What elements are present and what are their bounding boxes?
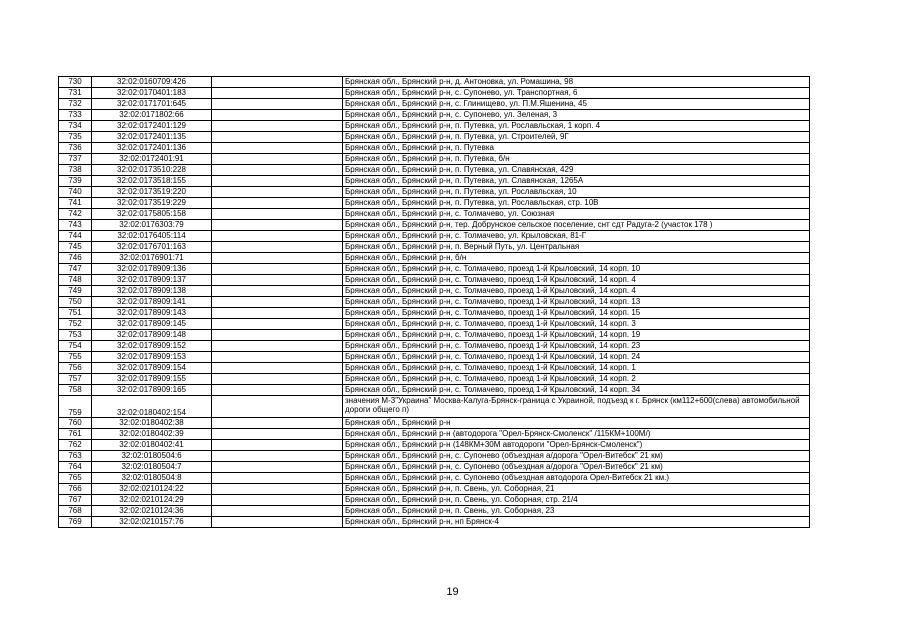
empty-cell xyxy=(212,495,343,506)
row-number-cell: 746 xyxy=(59,253,92,264)
address-cell: Брянская обл., Брянский р-н (автодорога "Орел-Брянск-Смоленск" /115КМ+100М/) xyxy=(343,429,810,440)
empty-cell xyxy=(212,429,343,440)
address-cell: Брянская обл., Брянский р-н, п. Свень, ул. Соборная, 21 xyxy=(343,484,810,495)
row-number-cell: 751 xyxy=(59,308,92,319)
address-cell: Брянская обл., Брянский р-н, п. Путевка, б/н xyxy=(343,154,810,165)
table-row xyxy=(59,143,810,154)
table-row xyxy=(59,396,810,418)
row-number-cell: 766 xyxy=(59,484,92,495)
row-number-cell: 731 xyxy=(59,88,92,99)
cadastral-number-cell: 32:02:0178909:154 xyxy=(92,363,212,374)
table-row xyxy=(59,418,810,429)
table-row xyxy=(59,209,810,220)
cadastral-number-cell: 32:02:0210124:36 xyxy=(92,506,212,517)
table-row xyxy=(59,506,810,517)
address-cell: Брянская обл., Брянский р-н, п. Путевка xyxy=(343,143,810,154)
cadastral-number-cell: 32:02:0171701:645 xyxy=(92,99,212,110)
page-number: 19 xyxy=(446,586,459,598)
cadastral-number-cell: 32:02:0180402:39 xyxy=(92,429,212,440)
address-cell: Брянская обл., Брянский р-н xyxy=(343,418,810,429)
row-number-cell: 756 xyxy=(59,363,92,374)
cadastral-number-cell: 32:02:0180402:38 xyxy=(92,418,212,429)
table-row xyxy=(59,297,810,308)
empty-cell xyxy=(212,88,343,99)
table-row xyxy=(59,484,810,495)
empty-cell xyxy=(212,143,343,154)
address-cell: Брянская обл., Брянский р-н, п. Свень, ул. Соборная, 23 xyxy=(343,506,810,517)
address-cell: Брянская обл., Брянский р-н, п. Путевка, ул. Строителей, 9Г xyxy=(343,132,810,143)
empty-cell xyxy=(212,330,343,341)
empty-cell xyxy=(212,297,343,308)
address-cell: Брянская обл., Брянский р-н, п. Путевка, ул. Славянская, 1265А xyxy=(343,176,810,187)
cadastral-number-cell: 32:02:0173510:228 xyxy=(92,165,212,176)
address-cell: Брянская обл., Брянский р-н, д. Антоновка, ул. Ромашина, 98 xyxy=(343,77,810,88)
row-number-cell: 761 xyxy=(59,429,92,440)
address-cell: Брянская обл., Брянский р-н, нп Брянск-4 xyxy=(343,517,810,528)
row-number-cell: 757 xyxy=(59,374,92,385)
empty-cell xyxy=(212,209,343,220)
row-number-cell: 754 xyxy=(59,341,92,352)
address-cell: Брянская обл., Брянский р-н, с. Толмачево, проезд 1-й Крыловский, 14 корп. 24 xyxy=(343,352,810,363)
cadastral-number-cell: 32:02:0172401:135 xyxy=(92,132,212,143)
table-row xyxy=(59,495,810,506)
empty-cell xyxy=(212,231,343,242)
address-cell: Брянская обл., Брянский р-н, с. Толмачево, проезд 1-й Крыловский, 14 корп. 4 xyxy=(343,275,810,286)
address-cell: Брянская обл., Брянский р-н, с. Глинищево, ул. П.М.Яшенина, 45 xyxy=(343,99,810,110)
empty-cell xyxy=(212,187,343,198)
address-cell: Брянская обл., Брянский р-н, с. Толмачево, проезд 1-й Крыловский, 14 корп. 3 xyxy=(343,319,810,330)
row-number-cell: 734 xyxy=(59,121,92,132)
row-number-cell: 737 xyxy=(59,154,92,165)
empty-cell xyxy=(212,110,343,121)
row-number-cell: 758 xyxy=(59,385,92,396)
row-number-cell: 767 xyxy=(59,495,92,506)
empty-cell xyxy=(212,352,343,363)
address-cell: Брянская обл., Брянский р-н, с. Толмачево, проезд 1-й Крыловский, 14 корп. 15 xyxy=(343,308,810,319)
address-cell: Брянская обл., Брянский р-н, с. Супонево (объездная а/дорога "Орел-Витебск" 21 км) xyxy=(343,451,810,462)
cadastral-number-cell: 32:02:0160709:426 xyxy=(92,77,212,88)
address-cell: Брянская обл., Брянский р-н, с. Толмачево, проезд 1-й Крыловский, 14 корп. 23 xyxy=(343,341,810,352)
address-cell: Брянская обл., Брянский р-н, п. Путевка, ул. Славянская, 429 xyxy=(343,165,810,176)
cadastral-number-cell: 32:02:0210124:29 xyxy=(92,495,212,506)
row-number-cell: 753 xyxy=(59,330,92,341)
address-cell: Брянская обл., Брянский р-н, с. Толмачево, проезд 1-й Крыловский, 14 корп. 2 xyxy=(343,374,810,385)
address-cell: Брянская обл., Брянский р-н, б/н xyxy=(343,253,810,264)
table-row xyxy=(59,88,810,99)
empty-cell xyxy=(212,462,343,473)
address-cell: Брянская обл., Брянский р-н, п. Путевка, ул. Рославльская, 1 корп. 4 xyxy=(343,121,810,132)
empty-cell xyxy=(212,418,343,429)
row-number-cell: 764 xyxy=(59,462,92,473)
row-number-cell: 760 xyxy=(59,418,92,429)
cadastral-number-cell: 32:02:0178909:137 xyxy=(92,275,212,286)
address-cell: Брянская обл., Брянский р-н, п. Верный Путь, ул. Центральная xyxy=(343,242,810,253)
table-row xyxy=(59,253,810,264)
table-row xyxy=(59,517,810,528)
table-row xyxy=(59,198,810,209)
empty-cell xyxy=(212,253,343,264)
table-row xyxy=(59,462,810,473)
empty-cell xyxy=(212,374,343,385)
cadastral-number-cell: 32:02:0180504:8 xyxy=(92,473,212,484)
cadastral-number-cell: 32:02:0178909:152 xyxy=(92,341,212,352)
row-number-cell: 755 xyxy=(59,352,92,363)
cadastral-number-cell: 32:02:0178909:148 xyxy=(92,330,212,341)
cadastral-number-cell: 32:02:0171802:66 xyxy=(92,110,212,121)
table-body xyxy=(59,77,810,528)
address-cell: Брянская обл., Брянский р-н, с. Толмачево, проезд 1-й Крыловский, 14 корп. 34 xyxy=(343,385,810,396)
table-row xyxy=(59,264,810,275)
table-row xyxy=(59,242,810,253)
cadastral-number-cell: 32:02:0175805:158 xyxy=(92,209,212,220)
empty-cell xyxy=(212,220,343,231)
table-row xyxy=(59,165,810,176)
table-row xyxy=(59,275,810,286)
table-row xyxy=(59,231,810,242)
empty-cell xyxy=(212,176,343,187)
row-number-cell: 730 xyxy=(59,77,92,88)
row-number-cell: 762 xyxy=(59,440,92,451)
empty-cell xyxy=(212,396,343,418)
table-row xyxy=(59,473,810,484)
cadastral-number-cell: 32:02:0210157:76 xyxy=(92,517,212,528)
empty-cell xyxy=(212,308,343,319)
row-number-cell: 744 xyxy=(59,231,92,242)
address-cell: Брянская обл., Брянский р-н, с. Толмачево, проезд 1-й Крыловский, 14 корп. 4 xyxy=(343,286,810,297)
empty-cell xyxy=(212,341,343,352)
table-row xyxy=(59,110,810,121)
address-cell: Брянская обл., Брянский р-н, с. Толмачево, ул. Крыловская, 81-Г xyxy=(343,231,810,242)
empty-cell xyxy=(212,99,343,110)
row-number-cell: 732 xyxy=(59,99,92,110)
cadastral-number-cell: 32:02:0170401:183 xyxy=(92,88,212,99)
row-number-cell: 763 xyxy=(59,451,92,462)
table-row xyxy=(59,451,810,462)
address-cell: Брянская обл., Брянский р-н, с. Толмачево, проезд 1-й Крыловский, 14 корп. 1 xyxy=(343,363,810,374)
table-row xyxy=(59,187,810,198)
empty-cell xyxy=(212,363,343,374)
empty-cell xyxy=(212,319,343,330)
empty-cell xyxy=(212,517,343,528)
row-number-cell: 749 xyxy=(59,286,92,297)
empty-cell xyxy=(212,451,343,462)
table-row xyxy=(59,363,810,374)
cadastral-number-cell: 32:02:0173518:155 xyxy=(92,176,212,187)
row-number-cell: 742 xyxy=(59,209,92,220)
empty-cell xyxy=(212,242,343,253)
cadastral-number-cell: 32:02:0173519:229 xyxy=(92,198,212,209)
row-number-cell: 759 xyxy=(59,396,92,418)
row-number-cell: 752 xyxy=(59,319,92,330)
address-cell: Брянская обл., Брянский р-н, с. Супонево, ул. Зеленая, 3 xyxy=(343,110,810,121)
row-number-cell: 735 xyxy=(59,132,92,143)
address-cell: Брянская обл., Брянский р-н, п. Путевка, ул. Рославльская, 10 xyxy=(343,187,810,198)
cadastral-number-cell: 32:02:0172401:129 xyxy=(92,121,212,132)
cadastral-number-cell: 32:02:0173519:220 xyxy=(92,187,212,198)
cadastral-number-cell: 32:02:0178909:155 xyxy=(92,374,212,385)
row-number-cell: 769 xyxy=(59,517,92,528)
empty-cell xyxy=(212,484,343,495)
cadastral-number-cell: 32:02:0172401:91 xyxy=(92,154,212,165)
address-cell: Брянская обл., Брянский р-н, с. Толмачево, проезд 1-й Крыловский, 14 корп. 10 xyxy=(343,264,810,275)
row-number-cell: 765 xyxy=(59,473,92,484)
table-row xyxy=(59,330,810,341)
table-row xyxy=(59,308,810,319)
table-row xyxy=(59,121,810,132)
address-cell: Брянская обл., Брянский р-н, с. Толмачево, проезд 1-й Крыловский, 14 корп. 13 xyxy=(343,297,810,308)
table-row xyxy=(59,286,810,297)
address-cell: значения М-3"Украина" Москва-Калуга-Брянск-граница с Украиной, подъезд к г. Брянск (км112+600(слева) автомобильной дороги общего п) xyxy=(343,396,810,418)
row-number-cell: 741 xyxy=(59,198,92,209)
table-row xyxy=(59,385,810,396)
cadastral-number-cell: 32:02:0172401:136 xyxy=(92,143,212,154)
empty-cell xyxy=(212,77,343,88)
cadastral-number-cell: 32:02:0176405:114 xyxy=(92,231,212,242)
address-cell: Брянская обл., Брянский р-н, тер. Добрунское сельское поселение, снт сдт Радуга-2 (участок 178 ) xyxy=(343,220,810,231)
empty-cell xyxy=(212,165,343,176)
empty-cell xyxy=(212,121,343,132)
cadastral-number-cell: 32:02:0180504:6 xyxy=(92,451,212,462)
address-cell: Брянская обл., Брянский р-н, с. Супонево (объездная автодорога Орел-Витебск 21 км.) xyxy=(343,473,810,484)
empty-cell xyxy=(212,286,343,297)
row-number-cell: 768 xyxy=(59,506,92,517)
row-number-cell: 736 xyxy=(59,143,92,154)
empty-cell xyxy=(212,154,343,165)
cadastral-number-cell: 32:02:0176701:163 xyxy=(92,242,212,253)
row-number-cell: 748 xyxy=(59,275,92,286)
cadastral-number-cell: 32:02:0176303:79 xyxy=(92,220,212,231)
cadastral-number-cell: 32:02:0178909:138 xyxy=(92,286,212,297)
cadastral-number-cell: 32:02:0178909:165 xyxy=(92,385,212,396)
address-cell: Брянская обл., Брянский р-н, с. Супонево (объездная а/дорога "Орел-Витебск" 21 км) xyxy=(343,462,810,473)
cadastral-number-cell: 32:02:0180504:7 xyxy=(92,462,212,473)
table-row xyxy=(59,176,810,187)
empty-cell xyxy=(212,275,343,286)
row-number-cell: 745 xyxy=(59,242,92,253)
cadastral-number-cell: 32:02:0210124:22 xyxy=(92,484,212,495)
table-row xyxy=(59,132,810,143)
table-row xyxy=(59,374,810,385)
cadastral-number-cell: 32:02:0178909:136 xyxy=(92,264,212,275)
table-row xyxy=(59,77,810,88)
table-row xyxy=(59,319,810,330)
cadastral-number-cell: 32:02:0180402:41 xyxy=(92,440,212,451)
address-cell: Брянская обл., Брянский р-н, с. Толмачево, проезд 1-й Крыловский, 14 корп. 19 xyxy=(343,330,810,341)
address-cell: Брянская обл., Брянский р-н (148КМ+30М автодороги "Орел-Брянск-Смоленск") xyxy=(343,440,810,451)
empty-cell xyxy=(212,440,343,451)
cadastral-number-cell: 32:02:0178909:153 xyxy=(92,352,212,363)
table-row xyxy=(59,429,810,440)
empty-cell xyxy=(212,198,343,209)
address-cell: Брянская обл., Брянский р-н, с. Супонево, ул. Транспортная, 6 xyxy=(343,88,810,99)
cadastral-number-cell: 32:02:0178909:141 xyxy=(92,297,212,308)
table-row xyxy=(59,341,810,352)
address-cell: Брянская обл., Брянский р-н, п. Путевка, ул. Рославльская, стр. 10В xyxy=(343,198,810,209)
table-row xyxy=(59,99,810,110)
row-number-cell: 750 xyxy=(59,297,92,308)
empty-cell xyxy=(212,506,343,517)
row-number-cell: 747 xyxy=(59,264,92,275)
table-row xyxy=(59,220,810,231)
empty-cell xyxy=(212,264,343,275)
table-row xyxy=(59,352,810,363)
row-number-cell: 739 xyxy=(59,176,92,187)
cadastral-number-cell: 32:02:0180402:154 xyxy=(92,396,212,418)
row-number-cell: 738 xyxy=(59,165,92,176)
empty-cell xyxy=(212,473,343,484)
cadastral-number-cell: 32:02:0178909:145 xyxy=(92,319,212,330)
address-cell: Брянская обл., Брянский р-н, с. Толмачево, ул. Союзная xyxy=(343,209,810,220)
empty-cell xyxy=(212,132,343,143)
address-cell: Брянская обл., Брянский р-н, п. Свень, ул. Соборная, стр. 21/4 xyxy=(343,495,810,506)
empty-cell xyxy=(212,385,343,396)
row-number-cell: 740 xyxy=(59,187,92,198)
row-number-cell: 733 xyxy=(59,110,92,121)
cadastral-number-cell: 32:02:0178909:143 xyxy=(92,308,212,319)
table-row xyxy=(59,440,810,451)
cadastral-table xyxy=(58,76,810,528)
table-row xyxy=(59,154,810,165)
cadastral-number-cell: 32:02:0176901:71 xyxy=(92,253,212,264)
row-number-cell: 743 xyxy=(59,220,92,231)
